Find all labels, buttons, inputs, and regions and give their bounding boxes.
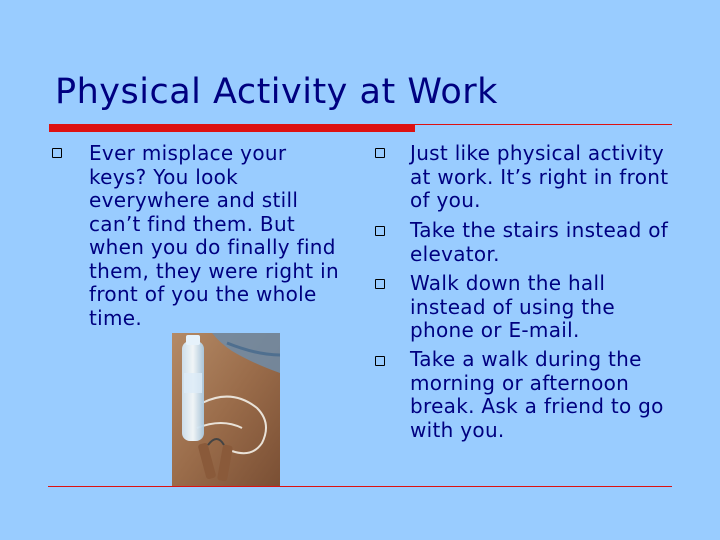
bullet-square-icon <box>375 356 385 366</box>
slide-title: Physical Activity at Work <box>55 72 498 112</box>
bullet-square-icon <box>375 279 385 289</box>
bullet-square-icon <box>52 148 62 158</box>
right-item-4 <box>410 348 672 442</box>
right-item-2 <box>410 219 672 266</box>
left-column-text <box>89 142 339 330</box>
bullet-square-icon <box>375 226 385 236</box>
title-underline-thick <box>49 124 415 132</box>
right-item-text: Just like physical activity at work. It’s right in front of you. <box>410 141 669 212</box>
right-item-1 <box>410 142 672 213</box>
right-item-text: Walk down the hall instead of using the phone or E-mail. <box>410 271 615 342</box>
footer-rule <box>48 486 672 487</box>
right-item-3 <box>410 272 672 343</box>
fitness-photo <box>172 333 280 487</box>
bullet-square-icon <box>375 148 385 158</box>
title-underline-thin <box>415 124 672 125</box>
left-paragraph: Ever misplace your keys? You look everywhere and still can’t find them. But when you do finally find them, they were right in front of you the whole time. <box>89 141 339 330</box>
right-item-text: Take the stairs instead of elevator. <box>410 218 669 266</box>
right-item-text: Take a walk during the morning or afternoon break. Ask a friend to go with you. <box>410 347 664 442</box>
